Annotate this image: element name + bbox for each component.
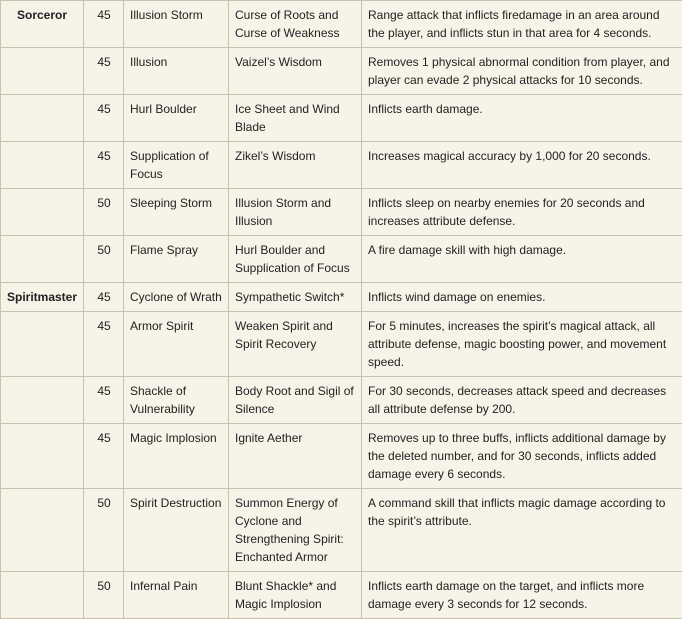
level-cell: 45: [84, 424, 124, 489]
combo-cell: Ignite Aether: [229, 424, 362, 489]
combo-cell: Curse of Roots and Curse of Weakness: [229, 1, 362, 48]
effect-cell: Increases magical accuracy by 1,000 for 20 seconds.: [362, 142, 682, 189]
table-row: [1, 189, 682, 236]
skill-cell: Supplication of Focus: [124, 142, 229, 189]
combo-cell: Vaizel’s Wisdom: [229, 48, 362, 95]
combo-cell: Blunt Shackle* and Magic Implosion: [229, 572, 362, 619]
class-cell: [1, 142, 84, 189]
table-row: [1, 283, 682, 312]
table-row: [1, 236, 682, 283]
class-cell: [1, 48, 84, 95]
skill-cell: Armor Spirit: [124, 312, 229, 377]
table-row: [1, 142, 682, 189]
level-cell: 45: [84, 142, 124, 189]
skill-cell: Hurl Boulder: [124, 95, 229, 142]
skill-cell: Flame Spray: [124, 236, 229, 283]
level-cell: 50: [84, 572, 124, 619]
effect-cell: For 5 minutes, increases the spirit’s magical attack, all attribute defense, magic boosting power, and movement speed.: [362, 312, 682, 377]
combo-cell: Hurl Boulder and Supplication of Focus: [229, 236, 362, 283]
skill-cell: Cyclone of Wrath: [124, 283, 229, 312]
level-cell: 50: [84, 189, 124, 236]
class-cell: Spiritmaster: [1, 283, 84, 312]
skill-cell: Spirit Destruction: [124, 489, 229, 572]
table-row: [1, 312, 682, 377]
level-cell: 50: [84, 489, 124, 572]
class-cell: Sorceror: [1, 1, 84, 48]
combo-cell: Weaken Spirit and Spirit Recovery: [229, 312, 362, 377]
effect-cell: Removes 1 physical abnormal condition from player, and player can evade 2 physical attacks for 10 seconds.: [362, 48, 682, 95]
level-cell: 45: [84, 377, 124, 424]
level-cell: 50: [84, 236, 124, 283]
table-row: [1, 95, 682, 142]
skill-cell: Infernal Pain: [124, 572, 229, 619]
class-cell: [1, 377, 84, 424]
level-cell: 45: [84, 1, 124, 48]
skill-cell: Sleeping Storm: [124, 189, 229, 236]
table-row: [1, 424, 682, 489]
effect-cell: Range attack that inflicts firedamage in an area around the player, and inflicts stun in that area for 4 seconds.: [362, 1, 682, 48]
combo-cell: Summon Energy of Cyclone and Strengthening Spirit: Enchanted Armor: [229, 489, 362, 572]
skill-cell: Illusion Storm: [124, 1, 229, 48]
skill-cell: Magic Implosion: [124, 424, 229, 489]
class-cell: [1, 312, 84, 377]
class-cell: [1, 236, 84, 283]
skill-cell: Shackle of Vulnerability: [124, 377, 229, 424]
level-cell: 45: [84, 312, 124, 377]
level-cell: 45: [84, 95, 124, 142]
class-cell: [1, 424, 84, 489]
table-row: [1, 1, 682, 48]
effect-cell: Inflicts earth damage.: [362, 95, 682, 142]
skill-cell: Illusion: [124, 48, 229, 95]
effect-cell: Removes up to three buffs, inflicts additional damage by the deleted number, and for 30 seconds, inflicts added damage every 6 seconds.: [362, 424, 682, 489]
effect-cell: For 30 seconds, decreases attack speed and decreases all attribute defense by 200.: [362, 377, 682, 424]
combo-cell: Illusion Storm and Illusion: [229, 189, 362, 236]
effect-cell: A fire damage skill with high damage.: [362, 236, 682, 283]
table-row: [1, 377, 682, 424]
table-row: [1, 48, 682, 95]
level-cell: 45: [84, 48, 124, 95]
combo-cell: Sympathetic Switch*: [229, 283, 362, 312]
combo-cell: Zikel’s Wisdom: [229, 142, 362, 189]
effect-cell: Inflicts earth damage on the target, and inflicts more damage every 3 seconds for 12 seconds.: [362, 572, 682, 619]
class-cell: [1, 189, 84, 236]
effect-cell: Inflicts wind damage on enemies.: [362, 283, 682, 312]
effect-cell: A command skill that inflicts magic damage according to the spirit’s attribute.: [362, 489, 682, 572]
class-cell: [1, 489, 84, 572]
table-row: [1, 572, 682, 619]
class-cell: [1, 95, 84, 142]
combo-cell: Ice Sheet and Wind Blade: [229, 95, 362, 142]
table-row: [1, 489, 682, 572]
effect-cell: Inflicts sleep on nearby enemies for 20 seconds and increases attribute defense.: [362, 189, 682, 236]
class-cell: [1, 572, 84, 619]
combo-cell: Body Root and Sigil of Silence: [229, 377, 362, 424]
level-cell: 45: [84, 283, 124, 312]
